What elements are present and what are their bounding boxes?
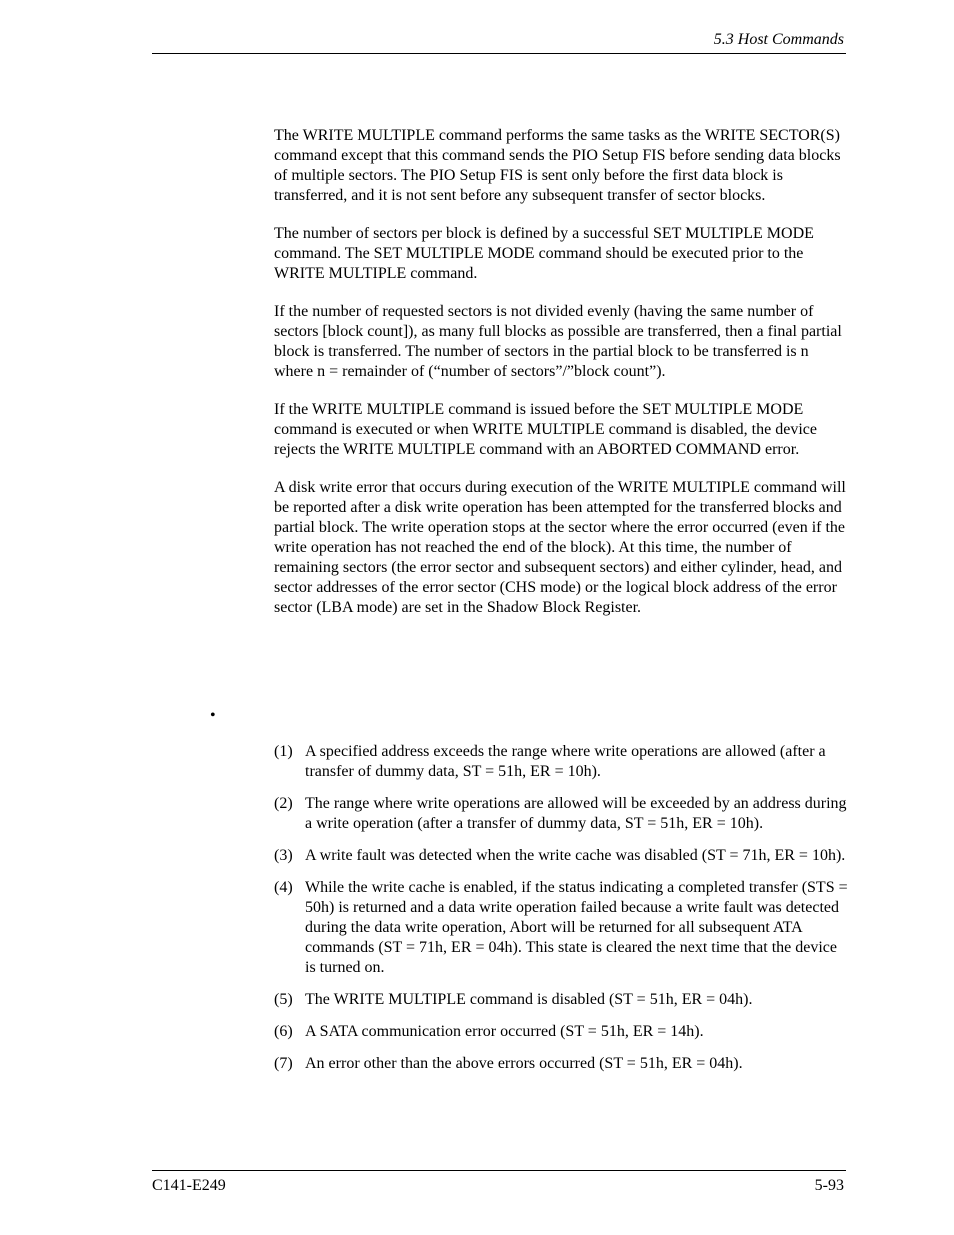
paragraph: The number of sectors per block is defined by a successful SET MULTIPLE MODE command. The SET MULTIPLE MODE command should be executed prior to the WRITE MULTIPLE command. — [274, 225, 814, 282]
error-item — [274, 1022, 848, 1042]
paragraph: If the WRITE MULTIPLE command is issued before the SET MULTIPLE MODE command is executed or when WRITE MULTIPLE command is disabled, the device rejects the WRITE MULTIPLE command with an ABORTED COMMAND error. — [274, 401, 817, 458]
error-item — [274, 742, 848, 782]
header-rule — [152, 53, 846, 54]
error-item — [274, 846, 848, 866]
error-text: The range where write operations are allowed will be exceeded by an address during a write operation (after a transfer of dummy data, ST = 51h, ER = 10h). — [305, 795, 847, 832]
error-list — [274, 742, 848, 1086]
error-item — [274, 1054, 848, 1074]
bullet-marker: • — [210, 707, 216, 724]
error-number: (7) — [274, 1055, 293, 1072]
body-text — [274, 126, 848, 636]
error-text: While the write cache is enabled, if the status indicating a completed transfer (STS = 50h) is returned and a data write operation failed because a write fault was detected during the data write operation, Abort will be returned for all subsequent ATA commands (ST = 71h, ER = 04h). This state is cleared the next time that the device is turned on. — [305, 879, 848, 976]
error-number: (6) — [274, 1023, 293, 1040]
page-number: 5-93 — [814, 1177, 844, 1194]
error-item — [274, 990, 848, 1010]
paragraph: The WRITE MULTIPLE command performs the same tasks as the WRITE SECTOR(S) command except that this command sends the PIO Setup FIS before sending data blocks of multiple sectors. The PIO Setup FIS is sent only before the first data block is transferred, and it is not sent before any subsequent transfer of sector blocks. — [274, 127, 841, 204]
error-number: (1) — [274, 743, 293, 760]
error-text: An error other than the above errors occurred (ST = 51h, ER = 04h). — [305, 1055, 743, 1072]
paragraph: If the number of requested sectors is not divided evenly (having the same number of sectors [block count]), as many full blocks as possible are transferred, then a final partial block is transferred. The number of sectors in the partial block to be transferred is n where n = remainder of (“number of sectors”/”block count”). — [274, 303, 842, 380]
error-number: (4) — [274, 879, 293, 896]
error-text: A specified address exceeds the range where write operations are allowed (after a transfer of dummy data, ST = 51h, ER = 10h). — [305, 743, 826, 780]
error-number: (2) — [274, 795, 293, 812]
footer-rule — [152, 1170, 846, 1171]
error-text: The WRITE MULTIPLE command is disabled (ST = 51h, ER = 04h). — [305, 991, 753, 1008]
error-number: (3) — [274, 847, 293, 864]
paragraph: A disk write error that occurs during execution of the WRITE MULTIPLE command will be reported after a disk write operation has been attempted for the transferred blocks and partial block. The write operation stops at the sector where the error occurred (even if the write operation has not reached the end of the block). At this time, the number of remaining sectors (the error sector and subsequent sectors) and either cylinder, head, and sector addresses of the error sector (CHS mode) or the logical block address of the error sector (LBA mode) are set in the Shadow Block Register. — [274, 479, 846, 616]
document-id: C141-E249 — [152, 1177, 226, 1194]
error-text: A write fault was detected when the write cache was disabled (ST = 71h, ER = 10h). — [305, 847, 846, 864]
error-item — [274, 878, 848, 978]
error-item — [274, 794, 848, 834]
error-text: A SATA communication error occurred (ST = 51h, ER = 14h). — [305, 1023, 704, 1040]
running-header: 5.3 Host Commands — [713, 31, 844, 48]
error-number: (5) — [274, 991, 293, 1008]
